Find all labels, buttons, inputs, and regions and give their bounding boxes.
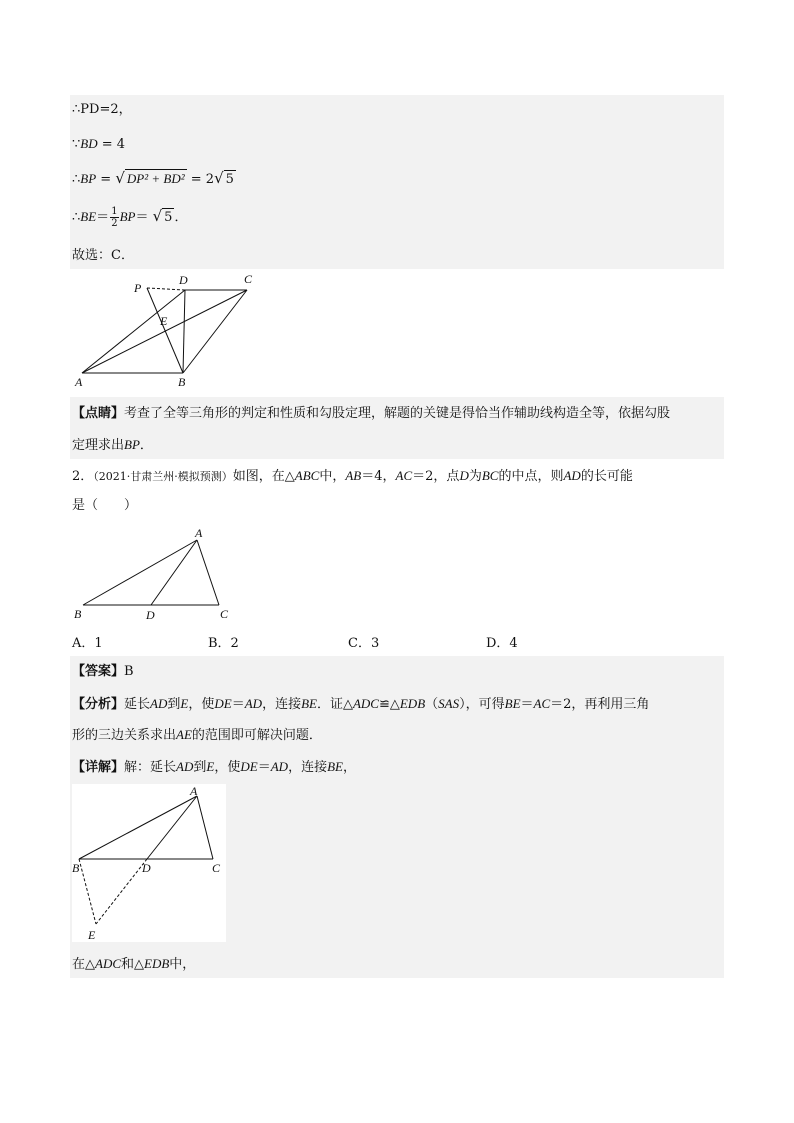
fraction-half: $\frac{1}{2}$ [111,206,118,229]
figure-parallelogram-svg [72,271,270,395]
edge-ad [151,540,197,605]
label-b: B [178,375,186,389]
line-choose: 故选：C． [72,248,134,263]
label-p: P [134,281,142,295]
edge-bd [183,290,185,373]
question-line-2: 是（ ） [72,498,138,513]
edge-ac [197,540,219,605]
edge-ad [82,290,185,373]
figure-extended-triangle-svg [72,784,226,942]
edge-ad [147,796,197,859]
edge-bc [183,290,247,373]
analysis-line-2: 形的三边关系求出AE的范围即可解决问题． [72,727,322,743]
label-a: A [190,784,198,798]
figure-extended-triangle [72,784,226,942]
label-d: D [142,861,151,875]
label-b: B [74,607,82,621]
label-a: A [75,375,83,389]
label-c: C [220,607,229,621]
radical-sign: √ [152,207,163,225]
edge-ab [83,540,197,605]
line-bp: ∴BP = √ DP² + BD² = 2√ 5 [72,169,234,187]
edge-ac [82,290,247,373]
edge-be [79,859,96,924]
line-be: ∴BE＝ $\frac{1}{2}$ BP＝ √ 5 ． [72,206,188,229]
question-line-1: 2．（2021·甘肃兰州·模拟预测）如图，在△ABC中，AB＝4，AC＝2，点D为BC的中点，则AD的长可能 [72,468,633,484]
option-a[interactable]: A．1 [72,636,103,651]
line-bd: ∵BD = 4 [72,136,126,152]
radical-sign: √ [214,169,224,187]
edge-ac [197,796,213,859]
comment-line-2: 定理求出BP． [72,437,153,453]
last-line: 在△ADC和△EDB中， [72,956,196,972]
label-a: A [195,526,203,540]
label-c: C [244,272,253,286]
option-c[interactable]: C．3 [348,636,380,651]
option-b[interactable]: B．2 [208,636,239,651]
analysis-line-1: 【分析】延长AD到E，使DE＝AD，连接BE．证△ADC≌△EDB（SAS），可得BE＝AC＝2，再利用三角 [72,696,650,712]
detail-line: 【详解】解：延长AD到E，使DE＝AD，连接BE， [72,759,356,775]
comment-line-1: 【点睛】考查了全等三角形的判定和性质和勾股定理，解题的关键是得恰当作辅助线构造全等，依据勾股 [72,406,671,421]
edge-de [96,859,147,924]
radical-sign: √ [115,169,125,187]
figure-triangle-svg [72,523,238,623]
label-c: C [212,861,221,875]
line-pd: ∴PD=2， [72,102,132,117]
label-b: B [72,861,80,875]
label-d: D [179,273,188,287]
answer-line: 【答案】B [72,664,134,679]
edge-ab [79,796,197,859]
figure-triangle [72,523,238,623]
figure-parallelogram [72,271,270,395]
label-e: E [88,928,96,942]
option-d[interactable]: D．4 [486,636,518,651]
label-d: D [146,608,155,622]
edge-pd [147,288,185,290]
label-e: E [160,314,168,328]
edge-pb [147,288,183,373]
